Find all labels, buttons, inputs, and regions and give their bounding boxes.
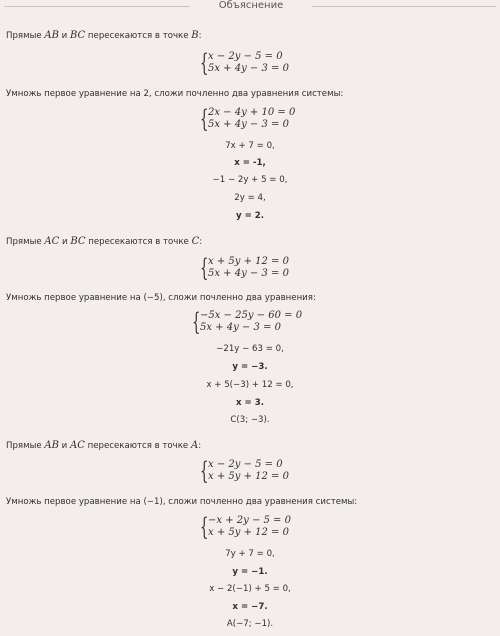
system-row: x − 2y − 5 = 0 (208, 459, 283, 470)
header-divider-right (312, 6, 496, 7)
brace-icon: { (200, 105, 209, 133)
system-row: x − 2y − 5 = 0 (208, 51, 283, 62)
equation-line: C(3; −3). (230, 415, 270, 425)
system-row: 5x + 4y − 3 = 0 (208, 63, 289, 74)
brace-icon: { (200, 513, 209, 541)
system-row: x + 5y + 12 = 0 (208, 471, 289, 482)
equation-line: x − 2(−1) + 5 = 0, (209, 584, 291, 594)
equation-line: x = −7. (232, 602, 268, 612)
instruction-multiply-minus-5: Умножь первое уравнение на (−5), сложи почленно два уравнения: (6, 293, 316, 303)
equation-line: −21y − 63 = 0, (216, 344, 284, 354)
system-row: 5x + 4y − 3 = 0 (208, 268, 289, 279)
system-row: 2x − 4y + 10 = 0 (208, 107, 296, 118)
brace-icon: { (200, 49, 209, 77)
equation-line: 2y = 4, (234, 193, 266, 203)
system-row: x + 5y + 12 = 0 (208, 256, 289, 267)
system-row: −x + 2y − 5 = 0 (208, 515, 291, 526)
equation-line: y = 2. (235, 211, 265, 221)
brace-icon: { (192, 308, 201, 336)
equation-line: x = 3. (236, 398, 264, 408)
system-row: −5x − 25y − 60 = 0 (200, 310, 303, 321)
sentence-ac-bc: Прямые AC и BC пересекаются в точке C: (6, 236, 203, 247)
equation-line: 7x + 7 = 0, (225, 141, 275, 151)
brace-icon: { (200, 457, 209, 485)
header-divider-left (4, 6, 190, 7)
equation-line: 7y + 7 = 0, (225, 549, 275, 559)
equation-line: y = −3. (232, 362, 268, 372)
system-row: 5x + 4y − 3 = 0 (200, 322, 281, 333)
equation-line: −1 − 2y + 5 = 0, (212, 175, 288, 185)
equation-line: y = −1. (232, 567, 268, 577)
sentence-ab-bc: Прямые AB и BC пересекаются в точке B: (6, 30, 202, 41)
brace-icon: { (200, 254, 209, 282)
system-row: x + 5y + 12 = 0 (208, 527, 289, 538)
explanation-header (0, 0, 500, 14)
equation-line: x = -1, (234, 158, 266, 168)
equation-line: A(−7; −1). (226, 619, 274, 629)
equation-line: x + 5(−3) + 12 = 0, (206, 380, 294, 390)
instruction-multiply-minus-1: Умножь первое уравнение на (−1), сложи почленно два уравнения системы: (6, 497, 358, 507)
instruction-multiply-2: Умножь первое уравнение на 2, сложи почленно два уравнения системы: (6, 89, 344, 99)
header-title: Объяснение (218, 0, 284, 11)
system-row: 5x + 4y − 3 = 0 (208, 119, 289, 130)
sentence-ab-ac: Прямые AB и AC пересекаются в точке A: (6, 440, 202, 451)
